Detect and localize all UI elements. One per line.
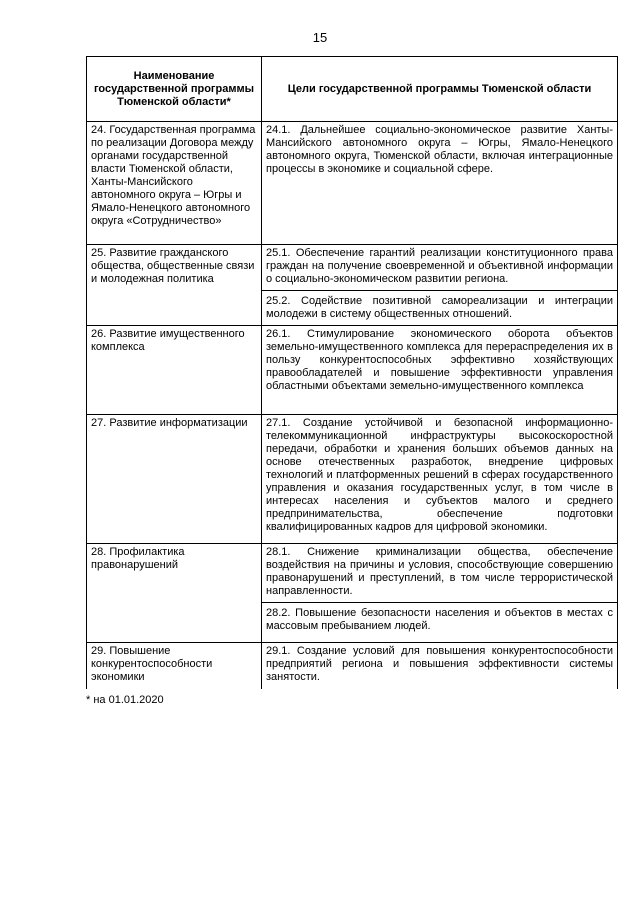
goal-item: 29.1. Создание условий для повышения конкурентоспособности предприятий региона и повышения эффективности системы занятости. (266, 645, 613, 683)
table-row (87, 643, 618, 690)
table-header-row (87, 57, 618, 122)
table-row (87, 326, 618, 415)
program-goals-cell (262, 544, 618, 643)
program-name-cell: 24. Государственная программа по реализации Договора между органами государственной власти Тюменской области, Ханты-Мансийского автономного округа – Югры и Ямало-Ненецкого автономного округа «Сотрудничество» (87, 122, 262, 245)
program-name-cell: 25. Развитие гражданского общества, общественные связи и молодежная политика (87, 245, 262, 326)
header-program-name: Наименование государственной программы Тюменской области* (87, 57, 262, 122)
footnote: * на 01.01.2020 (86, 694, 164, 706)
goal-item: 25.2. Содействие позитивной самореализации и интеграции молодежи в систему общественных отношений. (262, 290, 617, 321)
goal-item: 24.1. Дальнейшее социально-экономическое развитие Ханты-Мансийского автономного округа – Югры, Ямало-Ненецкого автономного округа, Тюменской области, включая интеграционные процессы в экономике и социальной сфере. (266, 124, 613, 175)
goal-item: 27.1. Создание устойчивой и безопасной информационно-телекоммуникационной инфраструктуры высокоскоростной передачи, обработки и хранения больших объемов данных на основе отечественных разработок, внедрение цифровых технологий и платформенных решений в сферах государственного управления и оказания государственных услуг, в том числе в интересах населения и субъектов малого и среднего предпринимательства, обеспечение подготовки квалифицированных кадров для цифровой экономики. (266, 417, 613, 533)
program-name-cell: 27. Развитие информатизации (87, 415, 262, 544)
program-goals-cell (262, 122, 618, 245)
programs-table (86, 56, 618, 689)
table-row (87, 122, 618, 245)
program-name-cell: 26. Развитие имущественного комплекса (87, 326, 262, 415)
program-goals-cell (262, 643, 618, 690)
table-row (87, 544, 618, 643)
program-name-cell: 28. Профилактика правонарушений (87, 544, 262, 643)
table-row (87, 415, 618, 544)
program-goals-cell (262, 415, 618, 544)
goal-item: 25.1. Обеспечение гарантий реализации конституционного права граждан на получение своевременной и объективной информации о социально-экономическом развитии региона. (266, 247, 613, 285)
header-program-goals: Цели государственной программы Тюменской области (262, 57, 618, 122)
table-row (87, 245, 618, 326)
goal-item: 26.1. Стимулирование экономического оборота объектов земельно-имущественного комплекса для перераспределения их в пользу конкурентоспособных эффективно хозяйствующих правообладателей и повышение эффективности управления областными объектами земельно-имущественного комплекса (266, 328, 613, 392)
goal-item: 28.2. Повышение безопасности населения и объектов в местах с массовым пребыванием людей. (262, 602, 617, 633)
goal-item: 28.1. Снижение криминализации общества, обеспечение воздействия на причины и условия, способствующие совершению правонарушений и преступлений, в том числе террористической направленности. (266, 546, 613, 597)
program-goals-cell (262, 326, 618, 415)
program-name-cell: 29. Повышение конкурентоспособности экономики (87, 643, 262, 690)
page-number: 15 (312, 30, 328, 45)
program-goals-cell (262, 245, 618, 326)
